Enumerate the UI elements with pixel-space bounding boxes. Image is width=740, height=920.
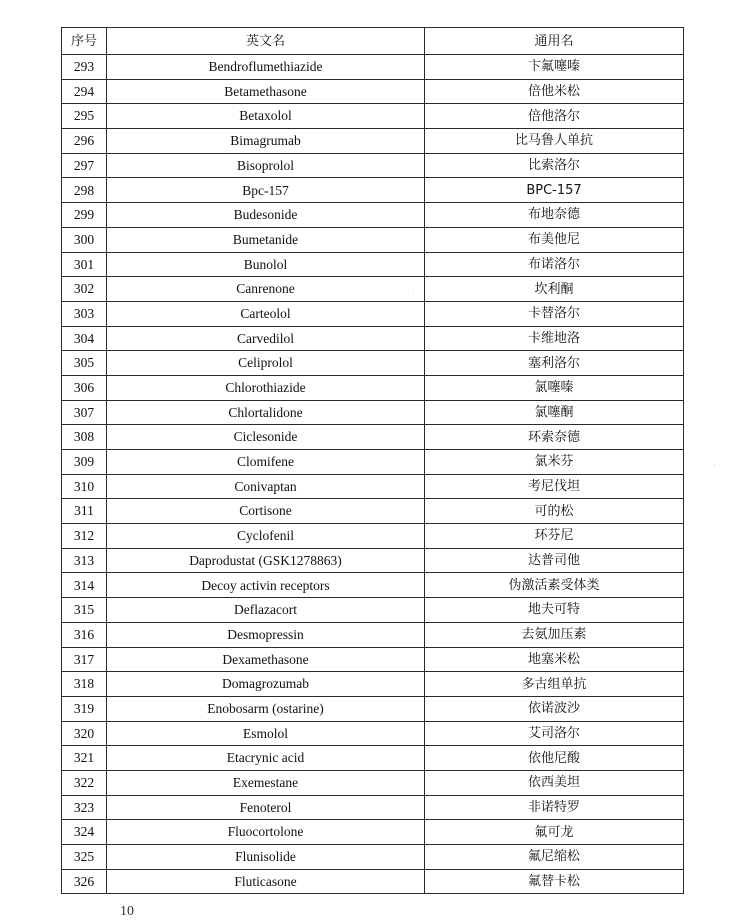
table-row: [62, 795, 684, 820]
row-english-name: Enobosarm (ostarine): [107, 696, 425, 721]
row-number: 299: [62, 203, 107, 228]
row-generic-name: 依诺波沙: [425, 696, 684, 721]
table-row: [62, 770, 684, 795]
row-english-name: Conivaptan: [107, 474, 425, 499]
row-generic-name: 氯米芬: [425, 450, 684, 475]
table-row: [62, 153, 684, 178]
table-body: [62, 55, 684, 894]
row-number: 314: [62, 573, 107, 598]
row-generic-name: 布诺洛尔: [425, 252, 684, 277]
row-number: 296: [62, 129, 107, 154]
row-english-name: Fluticasone: [107, 869, 425, 894]
table-row: [62, 696, 684, 721]
row-english-name: Deflazacort: [107, 598, 425, 623]
row-generic-name: 氟替卡松: [425, 869, 684, 894]
table-row: [62, 351, 684, 376]
row-number: 293: [62, 55, 107, 80]
row-english-name: Cortisone: [107, 499, 425, 524]
row-english-name: Budesonide: [107, 203, 425, 228]
row-number: 301: [62, 252, 107, 277]
table-row: [62, 845, 684, 870]
row-generic-name: 氯噻酮: [425, 400, 684, 425]
table-row: [62, 647, 684, 672]
row-generic-name: 布美他尼: [425, 227, 684, 252]
table-row: [62, 820, 684, 845]
row-english-name: Chlorothiazide: [107, 375, 425, 400]
table-row: [62, 425, 684, 450]
row-english-name: Dexamethasone: [107, 647, 425, 672]
row-number: 312: [62, 524, 107, 549]
row-generic-name: 比马鲁人单抗: [425, 129, 684, 154]
row-number: 317: [62, 647, 107, 672]
table-row: [62, 301, 684, 326]
row-generic-name: 氟可龙: [425, 820, 684, 845]
row-english-name: Etacrynic acid: [107, 746, 425, 771]
row-generic-name: 卡维地洛: [425, 326, 684, 351]
row-number: 313: [62, 548, 107, 573]
row-english-name: Carteolol: [107, 301, 425, 326]
table-row: [62, 869, 684, 894]
scan-speck: ·: [713, 461, 716, 470]
row-number: 325: [62, 845, 107, 870]
table-row: [62, 672, 684, 697]
row-number: 323: [62, 795, 107, 820]
table-row: [62, 573, 684, 598]
row-number: 306: [62, 375, 107, 400]
table-row: [62, 622, 684, 647]
row-number: 294: [62, 79, 107, 104]
table-row: [62, 524, 684, 549]
row-number: 303: [62, 301, 107, 326]
row-number: 311: [62, 499, 107, 524]
row-generic-name: 依他尼酸: [425, 746, 684, 771]
row-number: 298: [62, 178, 107, 203]
table-row: [62, 104, 684, 129]
row-number: 315: [62, 598, 107, 623]
row-english-name: Bumetanide: [107, 227, 425, 252]
row-generic-name: 倍他米松: [425, 79, 684, 104]
row-generic-name: 可的松: [425, 499, 684, 524]
row-number: 309: [62, 450, 107, 475]
row-english-name: Fluocortolone: [107, 820, 425, 845]
table-row: [62, 178, 684, 203]
table-row: [62, 277, 684, 302]
row-number: 304: [62, 326, 107, 351]
row-number: 295: [62, 104, 107, 129]
row-english-name: Daprodustat (GSK1278863): [107, 548, 425, 573]
row-number: 322: [62, 770, 107, 795]
table-row: [62, 400, 684, 425]
row-number: 320: [62, 721, 107, 746]
table-row: [62, 227, 684, 252]
row-generic-name: 卞氟噻嗪: [425, 55, 684, 80]
row-generic-name: 达普司他: [425, 548, 684, 573]
row-generic-name: BPC-157: [425, 178, 684, 203]
row-number: 302: [62, 277, 107, 302]
row-generic-name: 非诺特罗: [425, 795, 684, 820]
table-header-row: [62, 28, 684, 55]
row-number: 297: [62, 153, 107, 178]
table-row: [62, 499, 684, 524]
row-generic-name: 布地奈德: [425, 203, 684, 228]
row-generic-name: 依西美坦: [425, 770, 684, 795]
row-number: 300: [62, 227, 107, 252]
header-number: 序号: [62, 28, 107, 55]
row-english-name: Bunolol: [107, 252, 425, 277]
row-number: 321: [62, 746, 107, 771]
header-generic-name: 通用名: [425, 28, 684, 55]
row-english-name: Bendroflumethiazide: [107, 55, 425, 80]
row-english-name: Chlortalidone: [107, 400, 425, 425]
row-english-name: Ciclesonide: [107, 425, 425, 450]
row-generic-name: 多古组单抗: [425, 672, 684, 697]
scan-speck: ·: [412, 289, 415, 298]
table-row: [62, 721, 684, 746]
row-generic-name: 考尼伐坦: [425, 474, 684, 499]
row-number: 326: [62, 869, 107, 894]
row-generic-name: 卡替洛尔: [425, 301, 684, 326]
page-number: 10: [120, 904, 134, 919]
row-english-name: Bisoprolol: [107, 153, 425, 178]
table-row: [62, 746, 684, 771]
row-generic-name: 倍他洛尔: [425, 104, 684, 129]
row-english-name: Bpc-157: [107, 178, 425, 203]
row-english-name: Carvedilol: [107, 326, 425, 351]
row-generic-name: 比索洛尔: [425, 153, 684, 178]
row-number: 308: [62, 425, 107, 450]
table-row: [62, 129, 684, 154]
row-generic-name: 艾司洛尔: [425, 721, 684, 746]
row-english-name: Fenoterol: [107, 795, 425, 820]
row-english-name: Desmopressin: [107, 622, 425, 647]
table-row: [62, 55, 684, 80]
row-generic-name: 地夫可特: [425, 598, 684, 623]
row-generic-name: 坎利酮: [425, 277, 684, 302]
row-number: 316: [62, 622, 107, 647]
row-english-name: Cyclofenil: [107, 524, 425, 549]
row-english-name: Canrenone: [107, 277, 425, 302]
row-english-name: Betamethasone: [107, 79, 425, 104]
table-row: [62, 598, 684, 623]
row-generic-name: 去氨加压素: [425, 622, 684, 647]
row-english-name: Bimagrumab: [107, 129, 425, 154]
row-english-name: Flunisolide: [107, 845, 425, 870]
row-generic-name: 塞利洛尔: [425, 351, 684, 376]
row-generic-name: 氟尼缩松: [425, 845, 684, 870]
table-row: [62, 79, 684, 104]
row-number: 318: [62, 672, 107, 697]
row-english-name: Esmolol: [107, 721, 425, 746]
row-generic-name: 环索奈德: [425, 425, 684, 450]
row-english-name: Exemestane: [107, 770, 425, 795]
table-row: [62, 375, 684, 400]
row-number: 305: [62, 351, 107, 376]
row-number: 319: [62, 696, 107, 721]
row-english-name: Clomifene: [107, 450, 425, 475]
table-row: [62, 203, 684, 228]
row-english-name: Domagrozumab: [107, 672, 425, 697]
header-english-name: 英文名: [107, 28, 425, 55]
row-english-name: Celiprolol: [107, 351, 425, 376]
row-english-name: Betaxolol: [107, 104, 425, 129]
row-english-name: Decoy activin receptors: [107, 573, 425, 598]
row-generic-name: 氯噻嗪: [425, 375, 684, 400]
table-row: [62, 474, 684, 499]
row-number: 310: [62, 474, 107, 499]
table-row: [62, 326, 684, 351]
table-row: [62, 252, 684, 277]
row-number: 324: [62, 820, 107, 845]
table-row: [62, 450, 684, 475]
row-generic-name: 伪激活素受体类: [425, 573, 684, 598]
table-row: [62, 548, 684, 573]
drug-name-table: [61, 27, 684, 894]
row-generic-name: 地塞米松: [425, 647, 684, 672]
row-number: 307: [62, 400, 107, 425]
row-generic-name: 环芬尼: [425, 524, 684, 549]
